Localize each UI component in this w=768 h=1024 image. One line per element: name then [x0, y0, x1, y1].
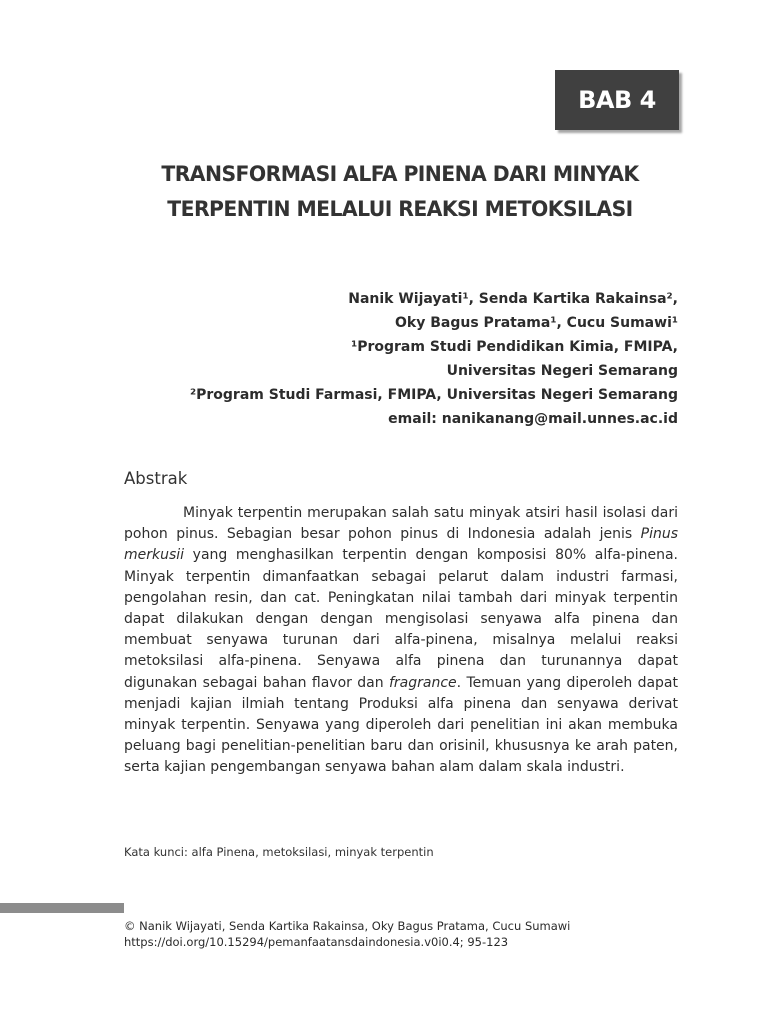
authors-line-2: Oky Bagus Pratama¹, Cucu Sumawi¹	[395, 315, 678, 331]
author-email: email: nanikanang@mail.unnes.ac.id	[388, 411, 678, 427]
abstract-body	[124, 503, 678, 779]
keywords: Kata kunci: alfa Pinena, metoksilasi, minyak terpentin	[124, 845, 434, 859]
chapter-title-line-2: TERPENTIN MELALUI REAKSI METOKSILASI	[167, 197, 633, 221]
abstract-text-2: yang menghasilkan terpentin dengan komposisi 80% alfa-pinena. Minyak terpentin dimanfaatkan sebagai pelarut dalam industri farmasi, pengolahan resin, dan cat. Peningkatan nilai tambah dari minyak terpentin dapat dilakukan dengan dengan mengisolasi senyawa alfa pinena dan membuat senyawa turunan dari alfa-pinena, misalnya melalui reaksi metoksilasi alfa-pinena. Senyawa alfa pinena dan turunannya dapat digunakan sebagai bahan flavor dan	[124, 547, 678, 691]
author-block	[190, 287, 678, 431]
abstract-text-3: . Temuan yang diperoleh dapat menjadi kajian ilmiah tentang Produksi alfa pinena dan senyawa derivat minyak terpentin. Senyawa yang diperoleh dari penelitian ini akan membuka peluang bagi penelitian-penelitian baru dan orisinil, khususnya ke arah paten, serta kajian pengembangan senyawa bahan alam dalam skala industri.	[124, 674, 678, 776]
footer-rule	[0, 903, 124, 913]
abstract-heading: Abstrak	[124, 469, 188, 488]
authors-line-1: Nanik Wijayati¹, Senda Kartika Rakainsa²,	[348, 291, 678, 307]
abstract-italic-species: Pinus merkusii	[124, 526, 678, 564]
abstract-italic-fragrance: fragrance	[388, 674, 457, 691]
abstract-text-1: Minyak terpentin merupakan salah satu minyak atsiri hasil isolasi dari pohon pinus. Sebagian besar pohon pinus di Indonesia adalah jenis	[124, 505, 678, 543]
chapter-tab	[555, 70, 679, 130]
footer-copyright: © Nanik Wijayati, Senda Kartika Rakainsa, Oky Bagus Pratama, Cucu Sumawi	[124, 919, 571, 933]
chapter-label: BAB 4	[578, 86, 656, 114]
chapter-title	[109, 157, 691, 227]
footer-doi: https://doi.org/10.15294/pemanfaatansdaindonesia.v0i0.4; 95-123	[124, 935, 509, 949]
affiliation-1-line-2: Universitas Negeri Semarang	[446, 363, 678, 379]
affiliation-2: ²Program Studi Farmasi, FMIPA, Universitas Negeri Semarang	[189, 387, 678, 403]
chapter-title-line-1: TRANSFORMASI ALFA PINENA DARI MINYAK	[161, 162, 639, 186]
affiliation-1-line-1: ¹Program Studi Pendidikan Kimia, FMIPA,	[351, 339, 678, 355]
footer	[124, 918, 570, 950]
